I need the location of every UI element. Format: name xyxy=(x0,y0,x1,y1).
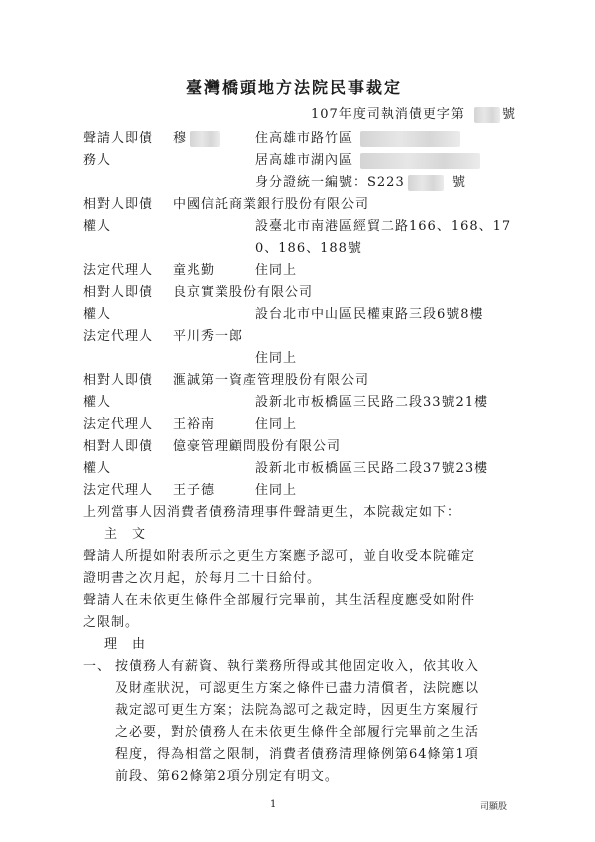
applicant-label-2: 務人 xyxy=(83,153,112,168)
reason-heading: 理 由 xyxy=(104,637,147,652)
creditor-label-2: 權人 xyxy=(83,219,112,234)
main-text-line: 證明書之次月起，於每月二十日給付。 xyxy=(83,571,322,586)
creditor-label-1: 相對人即債 xyxy=(83,439,154,454)
applicant-label-1: 聲請人即債 xyxy=(83,131,154,146)
applicant-residence: 居高雄市湖內區 xyxy=(255,153,354,168)
creditor-address: 設臺北市南港區經貿二路166、168、17 xyxy=(255,219,512,234)
creditor-label-1: 相對人即債 xyxy=(83,197,154,212)
main-text-line: 聲請人在未依更生條件全部履行完畢前，其生活程度應受如附件 xyxy=(83,593,476,608)
reason-text-line: 程度，得為相當之限制，消費者債務清理條例第64條第1項 xyxy=(115,747,479,762)
rep-address: 住同上 xyxy=(255,263,298,278)
redaction-block xyxy=(474,107,500,123)
rep-label: 法定代理人 xyxy=(83,329,154,344)
reason-text-line: 裁定認可更生方案；法院為認可之裁定時，因更生方案履行 xyxy=(115,703,480,718)
reason-text-line: 按債務人有薪資、執行業務所得或其他固定收入，依其收入 xyxy=(115,659,480,674)
reason-text-line: 及財產狀況，可認更生方案之條件已盡力清償者，法院應以 xyxy=(115,681,480,696)
reason-marker: 一、 xyxy=(83,659,112,674)
form-code: 司顯股 xyxy=(480,802,508,812)
rep-address: 住同上 xyxy=(255,351,298,366)
creditor-label-1: 相對人即債 xyxy=(83,285,154,300)
redaction-block xyxy=(360,131,460,147)
creditor-name: 中國信託商業銀行股份有限公司 xyxy=(173,197,370,212)
creditor-label-1: 相對人即債 xyxy=(83,373,154,388)
creditor-name: 滙誠第一資產管理股份有限公司 xyxy=(173,373,370,388)
rep-label: 法定代理人 xyxy=(83,263,154,278)
applicant-name: 穆 xyxy=(173,131,188,146)
creditor-address: 設新北市板橋區三民路二段33號21樓 xyxy=(255,395,489,410)
creditor-address: 設台北市中山區民權東路三段6號8樓 xyxy=(255,307,484,322)
main-text-line: 聲請人所提如附表所示之更生方案應予認可，並自收受本院確定 xyxy=(83,549,476,564)
applicant-id-prefix: 身分證統一編號：S223 xyxy=(255,175,405,190)
reason-text-line: 前段、第62條第2項分別定有明文。 xyxy=(115,769,339,784)
rep-address: 住同上 xyxy=(255,483,298,498)
creditor-label-2: 權人 xyxy=(83,307,112,322)
main-text-line: 之限制。 xyxy=(83,615,140,630)
creditor-address: 設新北市板橋區三民路二段37號23樓 xyxy=(255,461,489,476)
creditor-label-2: 權人 xyxy=(83,461,112,476)
creditor-address-cont: 0、186、188號 xyxy=(255,241,362,256)
redaction-block xyxy=(190,131,220,147)
creditor-name: 億豪管理顧問股份有限公司 xyxy=(173,439,342,454)
rep-label: 法定代理人 xyxy=(83,483,154,498)
case-number-prefix: 107年度司執消債更字第 xyxy=(311,107,465,122)
rep-name: 王裕南 xyxy=(173,417,216,432)
creditor-name: 良京實業股份有限公司 xyxy=(173,285,314,300)
redaction-block xyxy=(360,153,480,169)
intro-paragraph: 上列當事人因消費者債務清理事件聲請更生，本院裁定如下： xyxy=(83,505,462,520)
main-heading: 主 文 xyxy=(104,527,147,542)
reason-text-line: 之必要，對於債務人在未依更生條件全部履行完畢前之生活 xyxy=(115,725,480,740)
redaction-block xyxy=(408,175,444,191)
case-number-suffix: 號 xyxy=(502,107,517,122)
rep-name: 王子德 xyxy=(173,483,216,498)
page-number: 1 xyxy=(270,799,277,810)
rep-label: 法定代理人 xyxy=(83,417,154,432)
rep-name: 平川秀一郎 xyxy=(173,329,244,344)
page-title: 臺灣橋頭地方法院民事裁定 xyxy=(186,78,403,97)
creditor-label-2: 權人 xyxy=(83,395,112,410)
applicant-address: 住高雄市路竹區 xyxy=(255,131,354,146)
rep-address: 住同上 xyxy=(255,417,298,432)
rep-name: 童兆勤 xyxy=(173,263,216,278)
applicant-id-suffix: 號 xyxy=(452,175,467,190)
